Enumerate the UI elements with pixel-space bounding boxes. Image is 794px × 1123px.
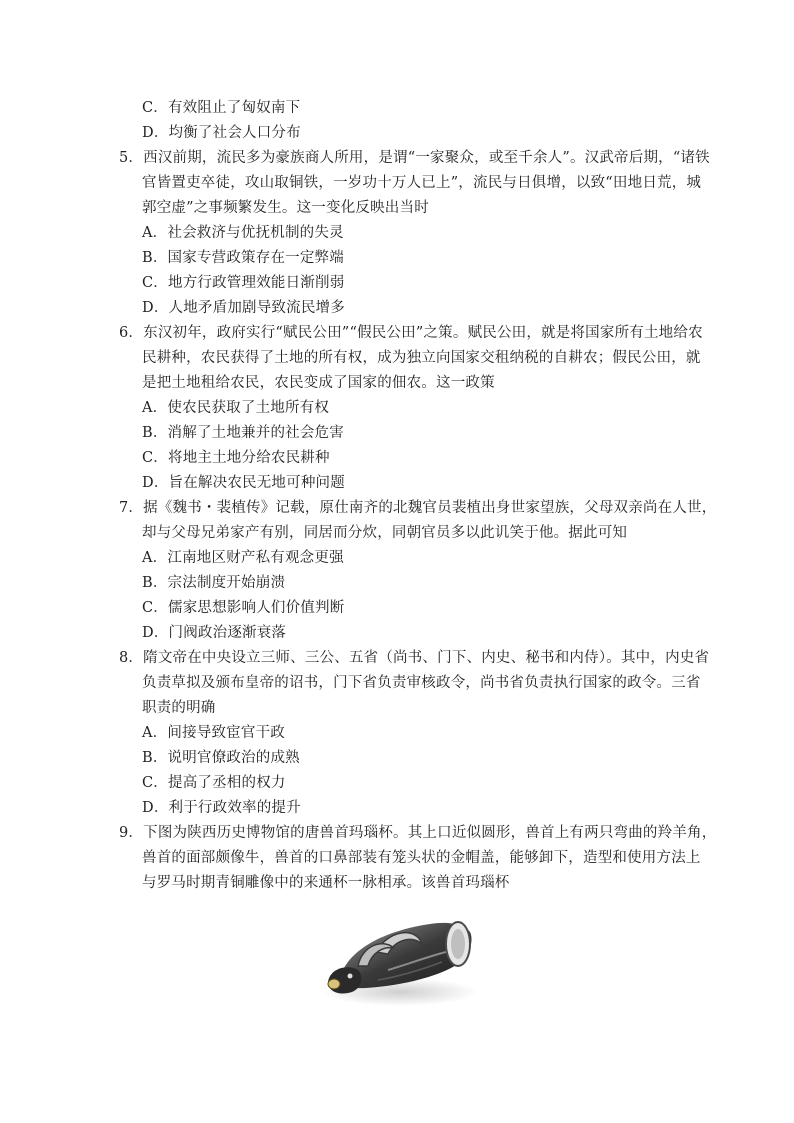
question-8-stem: 职责的明确 [142, 700, 216, 716]
rhyton-icon [318, 908, 476, 1016]
option-c: C．地方行政管理效能日渐削弱 [142, 275, 345, 291]
option-b: B．消解了土地兼并的社会危害 [142, 425, 344, 441]
agate-rhyton-cup-image [318, 908, 476, 1016]
question-8-stem: 8．隋文帝在中央设立三师、三公、五省（尚书、门下、内史、秘书和内侍）。其中，内史省 [119, 650, 710, 666]
option-d: D．利于行政效率的提升 [142, 800, 301, 816]
question-7-stem: 7．据《魏书・裴植传》记载，原仕南齐的北魏官员裴植出身世家望族，父母双亲尚在人世， [119, 500, 717, 516]
question-5-stem: 官皆置吏卒徒，攻山取铜铁，一岁功十万人已上”，流民与日俱增，以致“田地日荒，城 [142, 175, 702, 191]
option-a: A．江南地区财产私有观念更强 [142, 550, 344, 566]
question-7-stem: 却与父母兄弟家产有别，同居而分炊，同朝官员多以此讥笑于他。据此可知 [142, 525, 628, 541]
question-9-stem: 兽首的面部颇像牛，兽首的口鼻部装有笼头状的金帽盖，能够卸下，造型和使用方法上 [142, 850, 701, 866]
option-d: D．人地矛盾加剧导致流民增多 [142, 300, 345, 316]
question-5-stem: 郭空虚”之事频繁发生。这一变化反映出当时 [142, 200, 429, 216]
option-c: C．儒家思想影响人们价值判断 [142, 600, 345, 616]
option-c: C．提高了丞相的权力 [142, 775, 286, 791]
question-8-stem: 负责草拟及颁布皇帝的诏书，门下省负责审核政令，尚书省负责执行国家的政令。三省 [142, 675, 701, 691]
question-9-stem: 9．下图为陕西历史博物馆的唐兽首玛瑙杯。其上口近似圆形，兽首上有两只弯曲的羚羊角， [119, 825, 717, 841]
option-a: A．使农民获取了土地所有权 [142, 400, 330, 416]
option-a: A．间接导致宦官干政 [142, 725, 285, 741]
question-6-stem: 民耕种，农民获得了土地的所有权，成为独立向国家交租纳税的自耕农；假民公田，就 [142, 350, 701, 366]
question-9-stem: 与罗马时期青铜雕像中的来通杯一脉相承。该兽首玛瑙杯 [142, 875, 510, 891]
option-b: B．说明官僚政治的成熟 [142, 750, 300, 766]
option-c: C．将地主土地分给农民耕种 [142, 450, 330, 466]
option-d: D．旨在解决农民无地可种问题 [142, 475, 345, 491]
option-b: B．国家专营政策存在一定弊端 [142, 250, 344, 266]
option-a: A．社会救济与优抚机制的失灵 [142, 225, 344, 241]
option-b: B．宗法制度开始崩溃 [142, 575, 286, 591]
question-6-stem: 是把土地租给农民，农民变成了国家的佃农。这一政策 [142, 375, 495, 391]
question-5-stem: 5．西汉前期，流民多为豪族商人所用，是谓“一家聚众，或至千余人”。汉武帝后期，“诸铁 [119, 150, 710, 166]
question-6-stem: 6．东汉初年，政府实行“赋民公田”“假民公田”之策。赋民公田，就是将国家所有土地给农 [119, 325, 703, 341]
option-c: C．有效阻止了匈奴南下 [142, 100, 301, 116]
option-d: D．门阀政治逐渐衰落 [142, 625, 287, 641]
option-d: D．均衡了社会人口分布 [142, 125, 301, 141]
